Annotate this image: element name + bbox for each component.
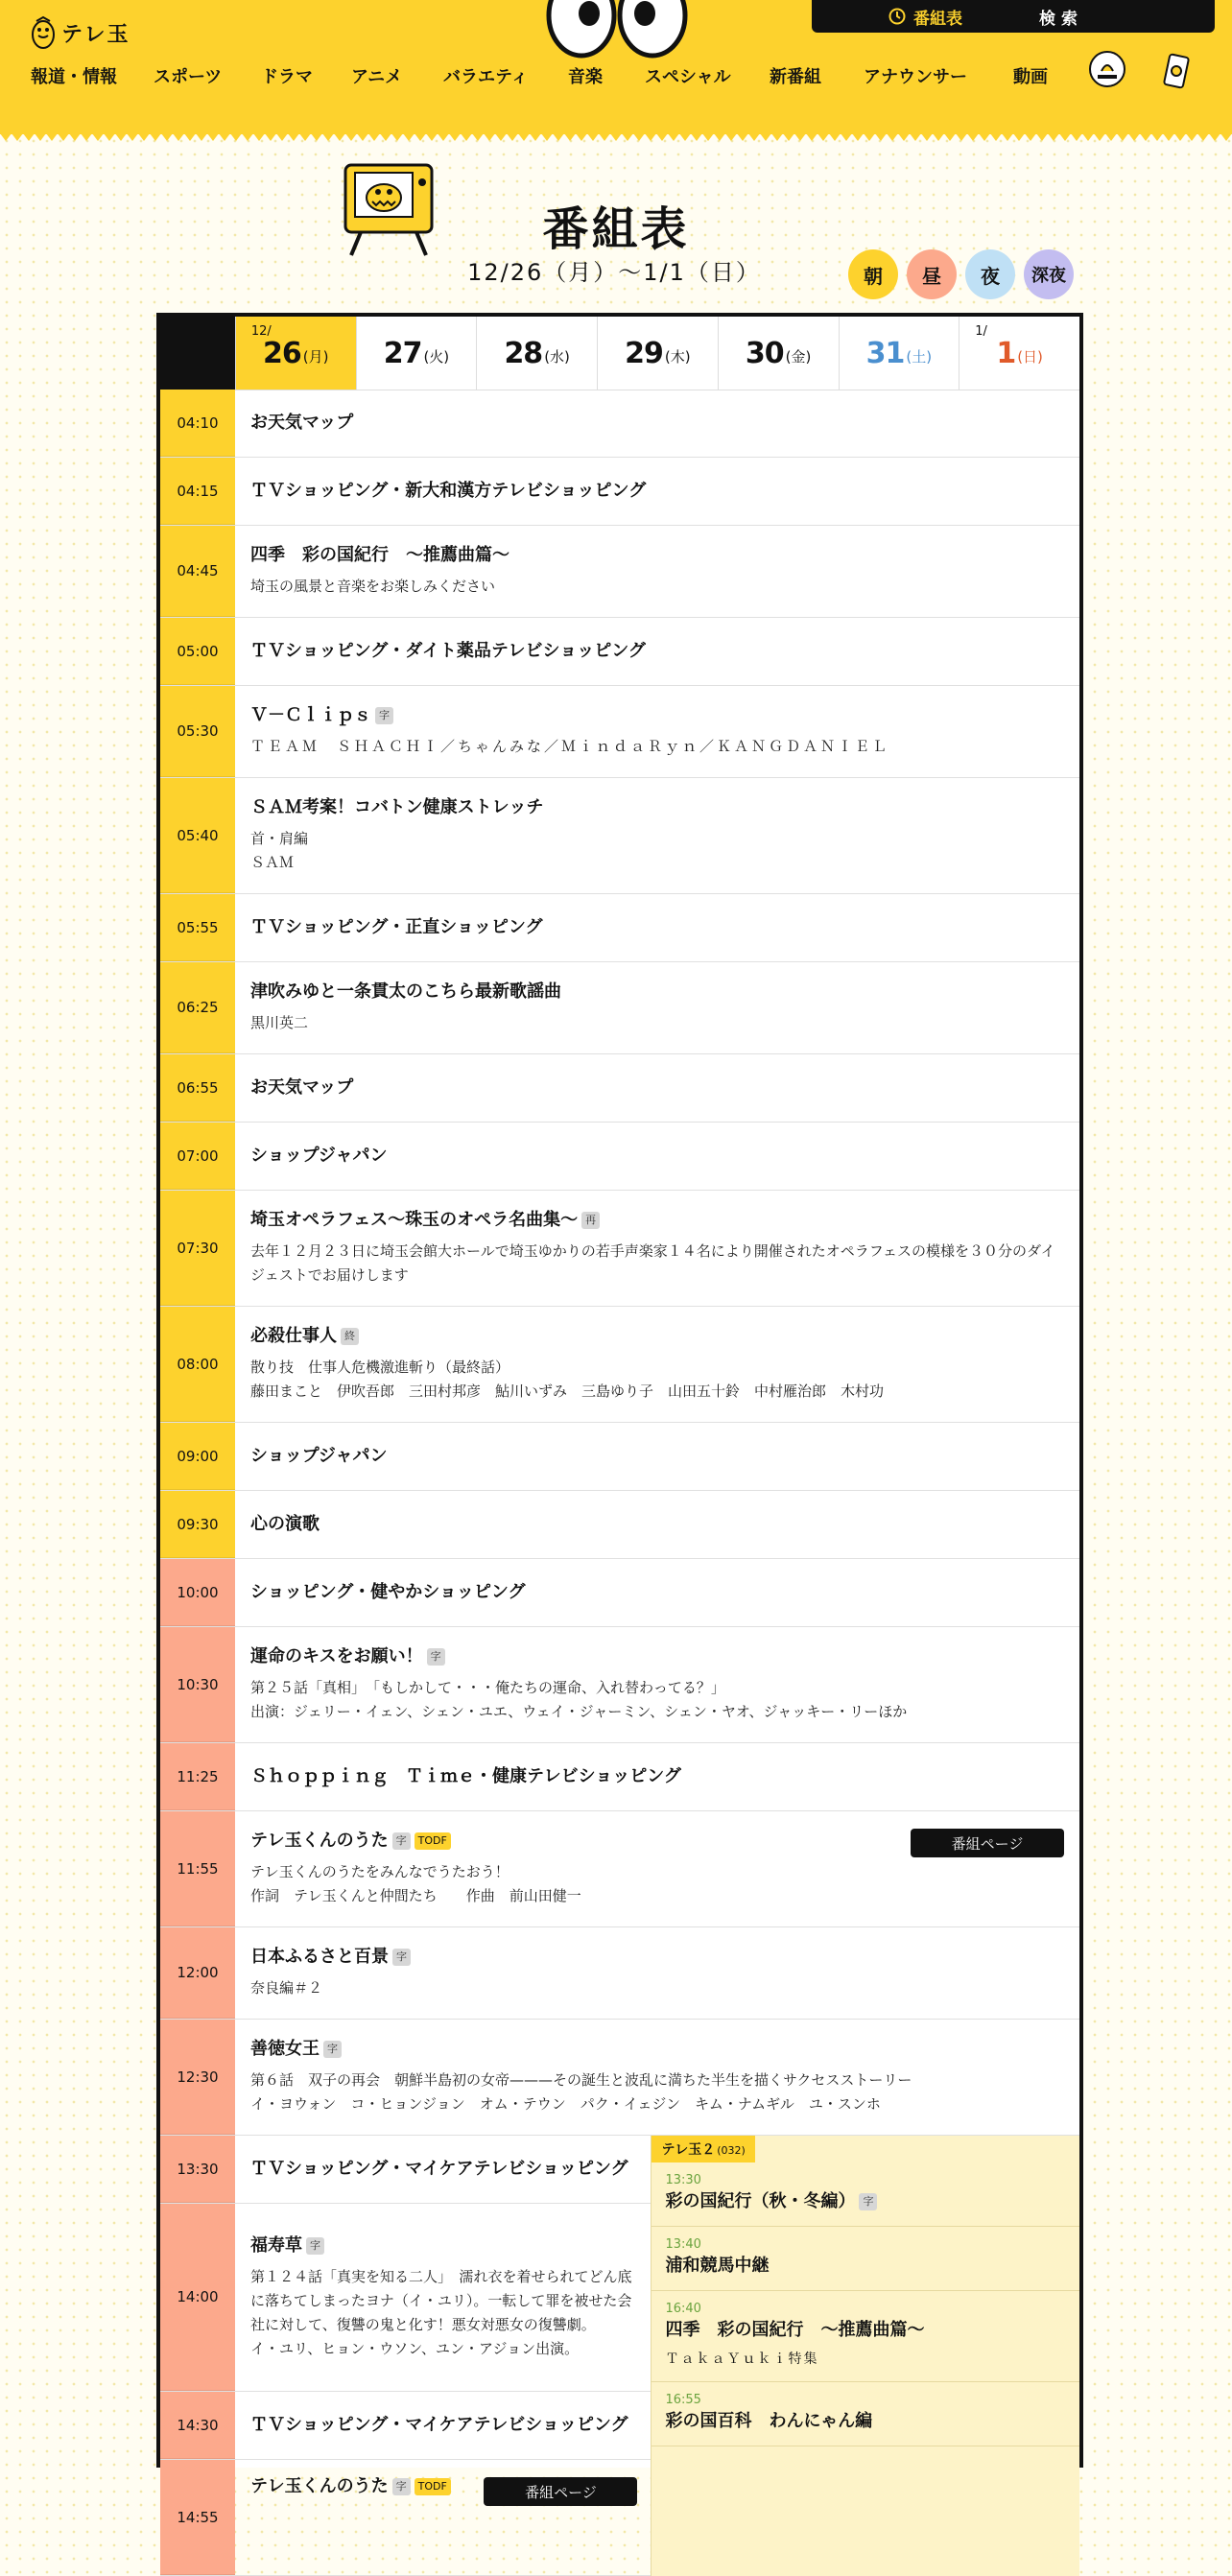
header-zigzag-edge (0, 130, 1232, 143)
program-title[interactable] (250, 1513, 1064, 1536)
nav-item-sports[interactable]: スポーツ (154, 67, 223, 87)
program-time: 05:30 (160, 686, 235, 777)
teletama2-program[interactable] (652, 2227, 1079, 2291)
program-title[interactable] (250, 1145, 1064, 1168)
program-cell[interactable] (235, 1423, 1079, 1490)
program-cell[interactable] (235, 1307, 1079, 1422)
split-schedule (160, 2136, 1079, 2576)
program-description-line: 埼玉の風景と音楽をお楽しみください (250, 578, 496, 595)
program-time: 10:00 (160, 1559, 235, 1626)
program-time: 14:00 (160, 2204, 235, 2391)
program-title[interactable] (250, 2234, 635, 2257)
program-cell[interactable] (235, 1123, 1079, 1190)
program-description (250, 1976, 1064, 2000)
tv-mascot-icon (338, 159, 439, 259)
program-cell[interactable] (235, 618, 1079, 685)
program-badge: TODF (415, 1832, 451, 1850)
program-list (160, 390, 1079, 2576)
nav-item-music[interactable]: 音楽 (568, 67, 603, 87)
site-logo[interactable] (29, 15, 130, 50)
program-row (160, 1743, 1079, 1811)
day-tab-29[interactable] (597, 317, 718, 390)
program-title-text[interactable]: ショップジャパン (250, 1446, 388, 1466)
program-time: 12:30 (160, 2020, 235, 2135)
program-description-line: 黒川英二 (250, 1014, 309, 1031)
program-description (250, 1860, 1064, 1908)
program-row (160, 458, 1079, 526)
program-time: 13:30 (160, 2136, 235, 2203)
program-row (160, 1191, 1079, 1307)
teletama2-program-description: ＴａｋａＹｕｋｉ特集 (665, 2351, 819, 2367)
program-description (250, 2265, 635, 2361)
program-title-text[interactable]: 津吹みゆと一条貫太のこちら最新歌謡曲 (250, 981, 561, 1002)
day-weekday: (金) (785, 347, 812, 366)
teletama2-program-title[interactable] (665, 2409, 1066, 2434)
program-description-line: 第１２４話「真実を知る二人」 濡れ衣を着せられてどん底に落ちてしまったヨナ（イ・ユリ）。一転して罪を被せた会社に対して、復讐の鬼と化す！悪女対悪女の復讐劇。 (250, 2267, 632, 2333)
program-title-text[interactable]: テレ玉くんのうた (250, 2476, 389, 2496)
program-row (160, 962, 1079, 1054)
day-number: 29 (625, 336, 663, 370)
program-title[interactable] (250, 412, 1064, 435)
teletama-king-link[interactable] (1157, 50, 1196, 96)
program-badge: 字 (375, 707, 393, 724)
program-time: 06:25 (160, 962, 235, 1053)
program-description (250, 575, 1064, 599)
day-number: 27 (383, 336, 422, 370)
program-title-text[interactable]: Ｖ－Ｃｌｉｐｓ (250, 705, 371, 725)
program-description (250, 1240, 1064, 1288)
day-tab-28[interactable] (476, 317, 597, 390)
tod-button-noon[interactable]: 昼 (907, 249, 957, 299)
day-tab-27[interactable] (356, 317, 477, 390)
program-row (160, 2204, 651, 2392)
day-month: 12/ (250, 324, 272, 339)
program-time: 05:55 (160, 894, 235, 961)
program-time: 05:40 (160, 778, 235, 893)
program-title-text[interactable]: 四季 彩の国紀行 ～推薦曲篇～ (250, 545, 509, 565)
program-row (160, 1927, 1079, 2020)
day-month: 1/ (975, 324, 987, 339)
nav-item-special[interactable]: スペシャル (645, 67, 731, 87)
day-tab-1[interactable] (959, 317, 1079, 390)
program-badge: 字 (392, 2478, 411, 2495)
program-time: 11:25 (160, 1743, 235, 1810)
program-title-text[interactable]: ＴＶショッピング・ダイト薬品テレビショッピング (250, 641, 646, 661)
program-cell[interactable] (235, 1191, 1079, 1306)
program-row (160, 2460, 651, 2576)
program-title-text[interactable]: 四季 彩の国紀行 ～推薦曲篇～ (665, 2320, 925, 2340)
teletama2-program-title[interactable] (665, 2189, 1066, 2214)
program-title[interactable] (250, 1765, 1064, 1788)
day-weekday: (木) (664, 347, 691, 366)
program-time: 04:10 (160, 390, 235, 457)
program-title-text[interactable]: ショップジャパン (250, 1146, 388, 1166)
program-badge: 終 (341, 1328, 359, 1345)
program-row (160, 2136, 651, 2204)
main-channel-column (160, 2136, 651, 2576)
program-row (160, 1307, 1079, 1423)
program-time: 04:15 (160, 458, 235, 525)
program-title-text[interactable]: 日本ふるさと百景 (250, 1947, 389, 1967)
program-title-text[interactable]: 運命のキスをお願い！ (250, 1646, 423, 1666)
teletama2-program-title[interactable] (665, 2318, 1066, 2343)
program-title[interactable] (250, 1645, 1064, 1668)
program-row (160, 1423, 1079, 1491)
program-title-text[interactable]: ＴＶショッピング・新大和漢方テレビショッピング (250, 481, 647, 501)
program-row (160, 618, 1079, 686)
day-tab-30[interactable] (718, 317, 839, 390)
smartphone-icon (1157, 50, 1196, 92)
site-header (0, 0, 1232, 134)
program-title-text[interactable]: お天気マップ (250, 413, 354, 433)
program-description-line: ＳＡＭ (250, 854, 295, 871)
search-link[interactable]: 検索 (1039, 9, 1083, 29)
program-title-text[interactable]: 彩の国百科 わんにゃん編 (665, 2411, 873, 2431)
teletama2-program-time: 16:40 (665, 2302, 701, 2316)
program-title[interactable] (250, 2158, 635, 2181)
program-title-text[interactable]: ショッピング・健やかショッピング (250, 1582, 526, 1602)
teletama2-program-title[interactable] (665, 2254, 1066, 2279)
program-row (160, 1491, 1079, 1559)
program-row (160, 390, 1079, 458)
program-description-line: 去年１２月２３日に埼玉会館大ホールで埼玉ゆかりの若手声楽家１４名により開催されたオペラフェスの模様を３０分のダイジェストでお届けします (250, 1242, 1055, 1284)
program-title-text[interactable]: 福寿草 (250, 2234, 302, 2256)
day-tab-26[interactable] (235, 317, 356, 390)
tod-button-morning[interactable]: 朝 (848, 249, 898, 299)
program-cell[interactable] (235, 686, 1079, 777)
program-cell[interactable] (235, 2392, 651, 2459)
program-cell[interactable] (235, 778, 1079, 893)
teletama2-program[interactable] (652, 2162, 1079, 2227)
program-cell[interactable] (235, 1927, 1079, 2019)
clock-icon (888, 8, 906, 25)
program-time: 10:30 (160, 1627, 235, 1742)
teletama2-program[interactable] (652, 2382, 1079, 2446)
program-cell[interactable] (235, 1054, 1079, 1122)
program-title[interactable] (250, 544, 1064, 567)
program-row (160, 1811, 1079, 1927)
program-title[interactable] (250, 1325, 1064, 1348)
program-guide-label: 番組表 (913, 9, 962, 29)
program-description-line: 出演：ジェリー・イェン、シェン・ユエ、ウェイ・ジャーミン、シェン・ヤオ、ジャッキー・リーほか (250, 1703, 908, 1720)
program-title-text[interactable]: お天気マップ (250, 1077, 354, 1098)
program-title[interactable] (250, 1946, 1064, 1969)
program-badge: 字 (859, 2193, 877, 2210)
program-time: 09:00 (160, 1423, 235, 1490)
nav-item-anime[interactable]: アニメ (351, 67, 403, 87)
program-time: 11:55 (160, 1811, 235, 1926)
day-weekday: (土) (906, 347, 933, 366)
page-title: 番組表 (542, 202, 690, 256)
program-cell[interactable] (235, 2136, 651, 2203)
program-badge: 字 (323, 2041, 342, 2058)
nav-item-announcers[interactable]: アナウンサー (864, 67, 967, 87)
program-page-button[interactable]: 番組ページ (484, 2477, 637, 2506)
day-tabs (160, 317, 1079, 390)
day-weekday: (水) (544, 347, 570, 366)
day-number: 26 (262, 336, 301, 370)
program-title-text[interactable]: ＴＶショッピング・マイケアテレビショッピング (250, 2159, 628, 2179)
schedule-table (156, 313, 1083, 2526)
top-utility-bar (812, 0, 1215, 33)
program-description-line: イ・ユリ、ヒョン・ウソン、ユン・アジョン出演。 (250, 2339, 580, 2357)
program-badge: 字 (427, 1648, 445, 1666)
program-description-line: ＴＥＡＭ ＳＨＡＣＨＩ／ちゃんみな／ＭｉｎｄａＲｙｎ／ＫＡＮＧＤＡＮＩＥＬ (250, 738, 890, 755)
teletama-mascot-icon (29, 15, 58, 50)
program-time: 06:55 (160, 1054, 235, 1122)
program-cell[interactable] (235, 2204, 651, 2391)
teletama2-program-time: 13:40 (665, 2237, 701, 2252)
program-cell[interactable] (235, 526, 1079, 617)
program-description-line: 散り技 仕事人危機激進斬り（最終話） (250, 1359, 510, 1376)
nav-item-news[interactable]: 報道・情報 (31, 67, 117, 87)
day-weekday: (日) (1017, 347, 1043, 366)
nav-item-new-programs[interactable]: 新番組 (770, 67, 821, 87)
program-title[interactable] (250, 981, 1064, 1004)
program-row (160, 1559, 1079, 1627)
onsen-icon (1088, 50, 1126, 88)
teletama2-program-time: 13:30 (665, 2173, 701, 2187)
teletama2-label (652, 2136, 754, 2162)
program-description (250, 735, 1064, 759)
program-page-button[interactable]: 番組ページ (911, 1829, 1064, 1857)
program-row (160, 894, 1079, 962)
program-cell[interactable] (235, 1491, 1079, 1558)
day-number: 31 (865, 336, 905, 370)
day-tab-31[interactable] (839, 317, 960, 390)
program-row (160, 526, 1079, 618)
tod-button-late-night[interactable]: 深夜 (1024, 249, 1074, 299)
program-badge: 字 (392, 1949, 411, 1966)
program-title[interactable] (250, 1581, 1064, 1604)
program-description-line: 奈良編＃２ (250, 1979, 323, 1997)
day-tabs-corner (160, 317, 235, 390)
program-cell[interactable] (235, 1743, 1079, 1810)
program-title[interactable] (250, 1209, 1064, 1232)
program-description-line: イ・ヨウォン コ・ヒョンジョン オム・テウン パク・イェジン キム・ナムギル ユ・スンホ (250, 2095, 881, 2113)
program-title[interactable] (250, 1076, 1064, 1099)
nav-item-variety[interactable]: バラエティ (443, 67, 529, 87)
program-description (250, 1676, 1064, 1724)
teletama2-program[interactable] (652, 2291, 1079, 2382)
program-title[interactable] (250, 796, 1064, 819)
teletama2-program-time: 16:55 (665, 2393, 701, 2407)
program-badge: 字 (392, 1832, 411, 1850)
program-title-text[interactable]: ＴＶショッピング・マイケアテレビショッピング (250, 2415, 628, 2435)
program-time: 14:30 (160, 2392, 235, 2459)
program-title-text[interactable]: 浦和競馬中継 (665, 2256, 770, 2276)
program-badge: 再 (581, 1212, 600, 1229)
program-description (250, 827, 1064, 875)
program-cell[interactable] (235, 458, 1079, 525)
program-title-text[interactable]: テレ玉くんのうた (250, 1831, 389, 1851)
program-description-line: 第２５話「真相」 「もしかして・・・俺たちの運命、入れ替わってる？」 (250, 1679, 725, 1696)
nav-item-video[interactable]: 動画 (1013, 67, 1048, 87)
program-cell[interactable] (235, 962, 1079, 1053)
tod-button-night[interactable]: 夜 (965, 249, 1015, 299)
program-description (250, 1356, 1064, 1404)
logo-text: テレ玉 (61, 22, 130, 47)
program-time: 08:00 (160, 1307, 235, 1422)
program-title[interactable] (250, 640, 1064, 663)
teletama2-channel: (032) (717, 2144, 746, 2157)
program-title[interactable] (250, 704, 1064, 727)
program-title[interactable] (250, 2038, 1064, 2061)
nav-item-drama[interactable]: ドラマ (261, 67, 313, 87)
program-description-line: 作詞 テレ玉くんと仲間たち 作曲 前山田健一 (250, 1887, 581, 1904)
program-description-line: 藤田まこと 伊吹吾郎 三田村邦彦 鮎川いずみ 三島ゆり子 山田五十鈴 中村雁治郎 木村功 (250, 1383, 885, 1400)
program-cell[interactable] (235, 1627, 1079, 1742)
program-title[interactable] (250, 2414, 635, 2437)
program-description (250, 2068, 1064, 2116)
program-badge: TODF (415, 2478, 451, 2495)
program-time: 09:30 (160, 1491, 235, 1558)
program-cell[interactable] (235, 2020, 1079, 2135)
day-number: 1 (996, 336, 1016, 370)
program-row (160, 2020, 1079, 2136)
program-row (160, 1054, 1079, 1123)
program-time: 04:45 (160, 526, 235, 617)
day-weekday: (火) (423, 347, 450, 366)
program-row (160, 1627, 1079, 1743)
program-cell[interactable] (235, 390, 1079, 457)
program-row (160, 686, 1079, 778)
program-time: 05:00 (160, 618, 235, 685)
program-title-text[interactable]: 心の演歌 (250, 1514, 320, 1534)
program-title[interactable] (250, 916, 1064, 939)
program-title[interactable] (250, 1445, 1064, 1468)
day-weekday: (月) (302, 347, 329, 366)
program-cell[interactable] (235, 894, 1079, 961)
program-title-text[interactable]: 善徳女王 (250, 2039, 320, 2059)
program-title-text[interactable]: Ｓｈｏｐｐｉｎｇ Ｔｉｍｅ・健康テレビショッピング (250, 1766, 681, 1786)
program-description-line: テレ玉くんのうたをみんなでうたおう！ (250, 1863, 509, 1880)
program-guide-link[interactable] (812, 5, 962, 29)
program-row (160, 1123, 1079, 1191)
program-time: 14:55 (160, 2460, 235, 2575)
day-number: 28 (504, 336, 543, 370)
teletama2-column (651, 2136, 1079, 2576)
program-description (250, 1011, 1064, 1035)
date-range: 12/26（月）〜1/1（日） (467, 259, 761, 286)
program-cell[interactable] (235, 1559, 1079, 1626)
program-description-line: 第６話 双子の再会 朝鮮半島初の女帝———その誕生と波乱に満ちた半生を描くサクセスストーリー (250, 2071, 912, 2089)
program-title-text[interactable]: ＴＶショッピング・正直ショッピング (250, 917, 543, 937)
program-badge: 字 (306, 2237, 324, 2255)
program-title-text[interactable]: 必殺仕事人 (250, 1326, 337, 1346)
mascot-eyes-icon (545, 0, 689, 61)
program-time: 07:00 (160, 1123, 235, 1190)
teletama-yu-link[interactable] (1088, 50, 1126, 92)
program-time: 12:00 (160, 1927, 235, 2019)
program-row (160, 2392, 651, 2460)
program-time: 07:30 (160, 1191, 235, 1306)
program-title-text[interactable]: 埼玉オペラフェス～珠玉のオペラ名曲集～ (250, 1210, 579, 1230)
program-description-line: 首・肩編 (250, 830, 309, 847)
teletama2-name: テレ玉２ (661, 2142, 716, 2158)
program-row (160, 778, 1079, 894)
program-title-text[interactable]: 彩の国紀行（秋・冬編） (665, 2191, 856, 2211)
program-title[interactable] (250, 480, 1064, 503)
program-title-text[interactable]: ＳＡＭ考案！コバトン健康ストレッチ (250, 797, 544, 817)
day-number: 30 (745, 336, 784, 370)
